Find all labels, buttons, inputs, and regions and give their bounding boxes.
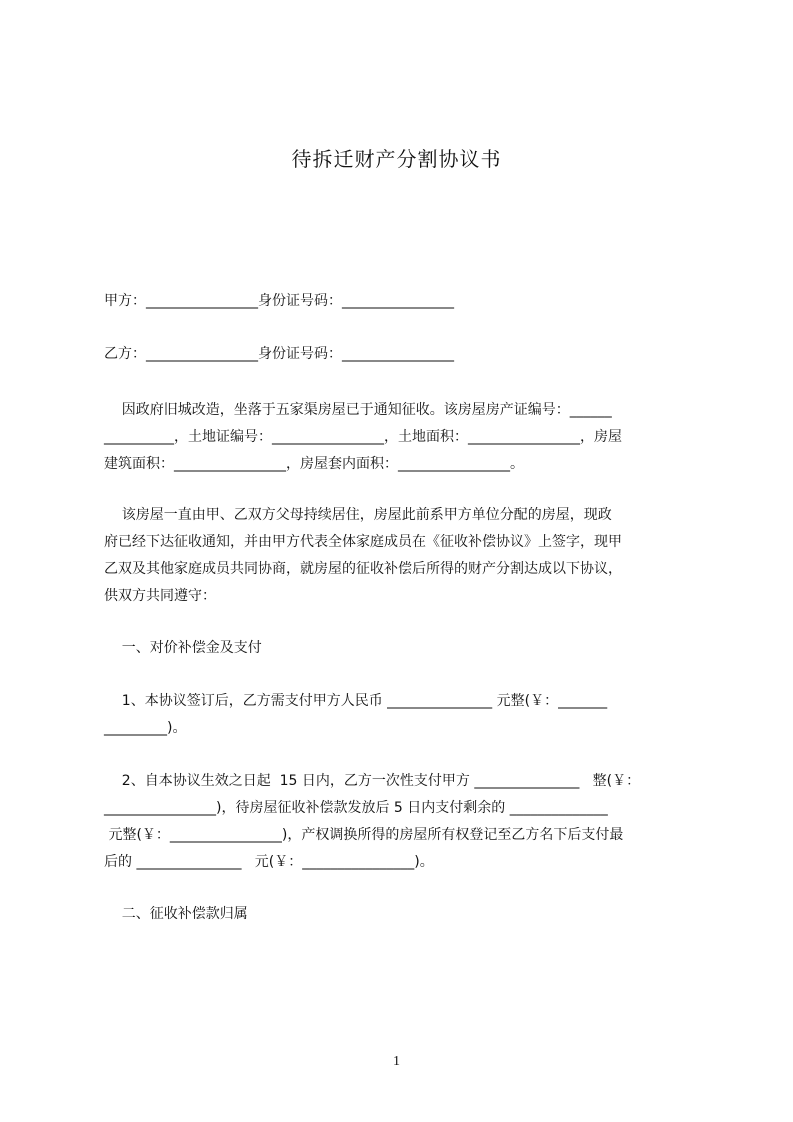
text-line: 乙双及其他家庭成员共同协商，就房屋的征收补偿后所得的财产分割达成以下协议， [104,561,622,577]
clause-1-paragraph [104,688,704,742]
section-heading-compensation: 一、对价补偿金及支付 [104,640,262,656]
text-line: 建筑面积：________________，房屋套内面积：________________。 [104,456,524,472]
background-paragraph [104,502,704,610]
document-title: 待拆迁财产分割协议书 [291,147,502,171]
party-b-line: 乙方：________________身份证号码：________________ [104,346,454,362]
text-line: 后的 _______________ 元(￥：________________)。 [104,854,434,870]
text-line: 供双方共同遵守： [104,588,216,604]
text-line: __________，土地证编号：________________，土地面积：________________，房屋 [104,429,622,445]
text-line: 因政府旧城改造，坐落于五家渠房屋已于通知征收。该房屋房产证编号：______ [104,402,612,418]
section-heading-ownership: 二、征收补偿款归属 [104,906,248,922]
text-line: 元整(￥：________________)，产权调换所得的房屋所有权登记至乙方名下后支付最 [104,827,624,843]
text-line: 府已经下达征收通知，并由甲方代表全体家庭成员在《征收补偿协议》上签字，现甲 [104,534,622,550]
clause-2-paragraph [104,768,704,876]
text-line: ________________)，待房屋征收补偿款发放后 5 日内支付剩余的 ______________ [104,800,608,816]
text-line: _________)。 [104,720,187,736]
text-line: 1、本协议签订后，乙方需支付甲方人民币 _______________ 元整(￥：_______ [104,693,608,709]
text-line: 2、自本协议生效之日起 15 日内，乙方一次性支付甲方 _______________ 整(￥： [104,773,641,789]
page-number: 1 [393,1054,400,1069]
property-info-paragraph [104,397,704,478]
party-a-line: 甲方：________________身份证号码：________________ [104,293,454,309]
text-line: 该房屋一直由甲、乙双方父母持续居住，房屋此前系甲方单位分配的房屋，现政 [104,507,612,523]
